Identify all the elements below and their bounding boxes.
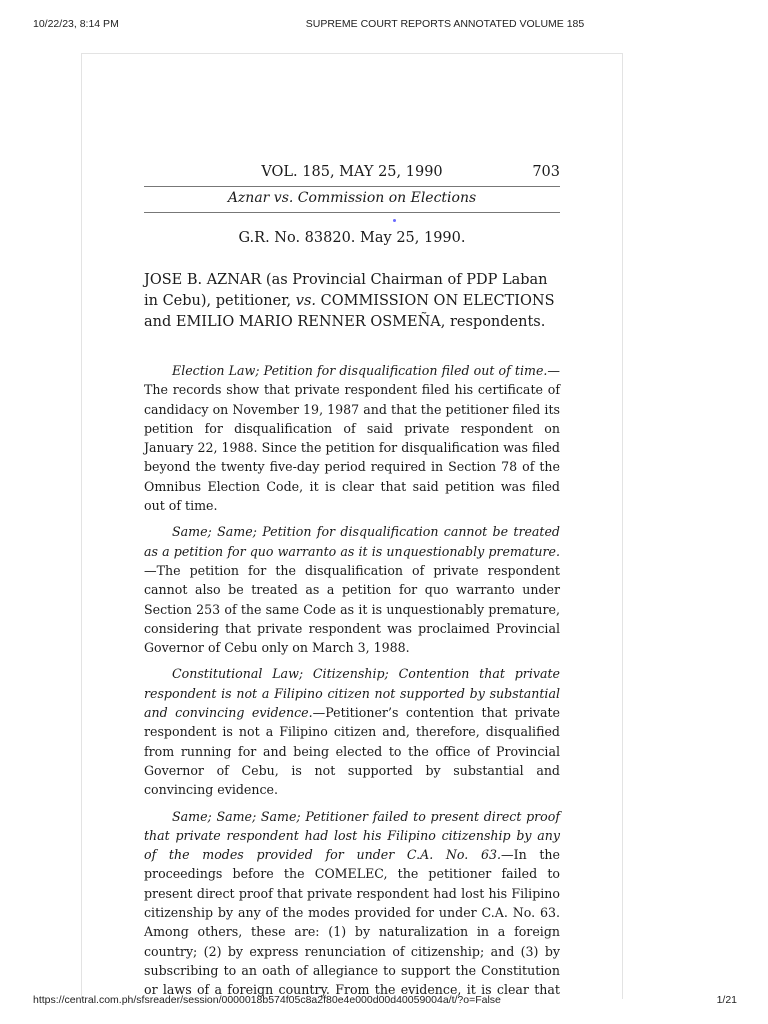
parties-petitioner: JOSE B. AZNAR (as Provincial Chairman of PDP Laban in Cebu), petitioner,: [144, 272, 548, 309]
syllabus-body: In the proceedings before the COMELEC, the petitioner failed to present direct proof that private respondent had lost his Filipino citizenship by any of the modes provided for under C.A. No. 63. Among others, these are: (1) by naturalization in a foreign country; (2) by express renunciation of citizenship; and (3) by subscribing to an oath of allegiance to support the Constitution or laws of a foreign country. From the evidence, it is clear that: [144, 847, 560, 998]
print-document-title: SUPREME COURT REPORTS ANNOTATED VOLUME 185: [305, 18, 585, 30]
running-head: [144, 164, 560, 186]
print-timestamp: 10/22/23, 8:14 PM: [33, 18, 119, 30]
parties-vs: vs.: [295, 293, 317, 309]
print-header: [0, 18, 768, 32]
page-indicator: 1/21: [716, 994, 737, 1006]
case-title: Aznar vs. Commission on Elections: [227, 190, 477, 206]
syllabus-heading: Same; Same; Same; Petitioner failed to present direct proof that private respondent had lost his Filipino citizenship by any of the modes provided for under C.A. No. 63.—: [144, 808, 560, 863]
document-page: [81, 53, 623, 999]
volume-line: VOL. 185, MAY 25, 1990: [261, 164, 443, 180]
syllabus-body: The petition for the disqualification of private respondent cannot also be treated as a petition for quo warranto under Section 253 of the same Code as it is unquestionably premature, considering that private respondent was proclaimed Provincial Governor of Cebu only on March 3, 1988.: [144, 562, 560, 656]
print-footer: [0, 994, 768, 1008]
syllabus-heading: Same; Same; Petition for disqualification cannot be treated as a petition for quo warranto as it is unquestionably premature.—: [144, 524, 560, 578]
syllabus-body: The records show that private respondent filed his certificate of candidacy on November 19, 1987 and that the petitioner filed its petition for disqualification of said private respondent on January 22, 1988. Since the petition for disqualification was filed beyond the twenty five-day period required in Section 78 of the Omnibus Election Code, it is clear that said petition was filed out of time.: [144, 382, 560, 514]
header-rule-bottom: [144, 212, 560, 213]
syllabus-paragraph: [144, 807, 560, 999]
syllabus-heading: Election Law; Petition for disqualification filed out of time.—: [172, 363, 560, 378]
syllabus-heading: Constitutional Law; Citizenship; Contention that private respondent is not a Filipino citizen not supported by substantial and convincing evidence.—: [144, 666, 560, 721]
syllabus-body: Petitioner’s contention that private respondent is not a Filipino citizen and, therefore, disqualified from running for and being elected to the office of Provincial Governor of Cebu, is not supported by substantial and convincing evidence.: [144, 705, 560, 798]
case-parties: [144, 270, 560, 340]
page-number: 703: [532, 164, 560, 180]
page-content: [144, 164, 560, 999]
gr-number: G.R. No. 83820. May 25, 1990.: [238, 230, 466, 246]
syllabus-paragraph: [144, 522, 560, 657]
syllabus-paragraph: [144, 361, 560, 515]
syllabus: [144, 361, 560, 999]
syllabus-paragraph: [144, 664, 560, 799]
parties-respondents: COMMISSION ON ELECTIONS and EMILIO MARIO RENNER OSMEÑA, respondents.: [144, 293, 555, 330]
source-url-link[interactable]: https://central.com.ph/sfsreader/session/0000018b574f05c8a2f80e4e000d00d40059004a/t/?o=False: [33, 994, 501, 1006]
